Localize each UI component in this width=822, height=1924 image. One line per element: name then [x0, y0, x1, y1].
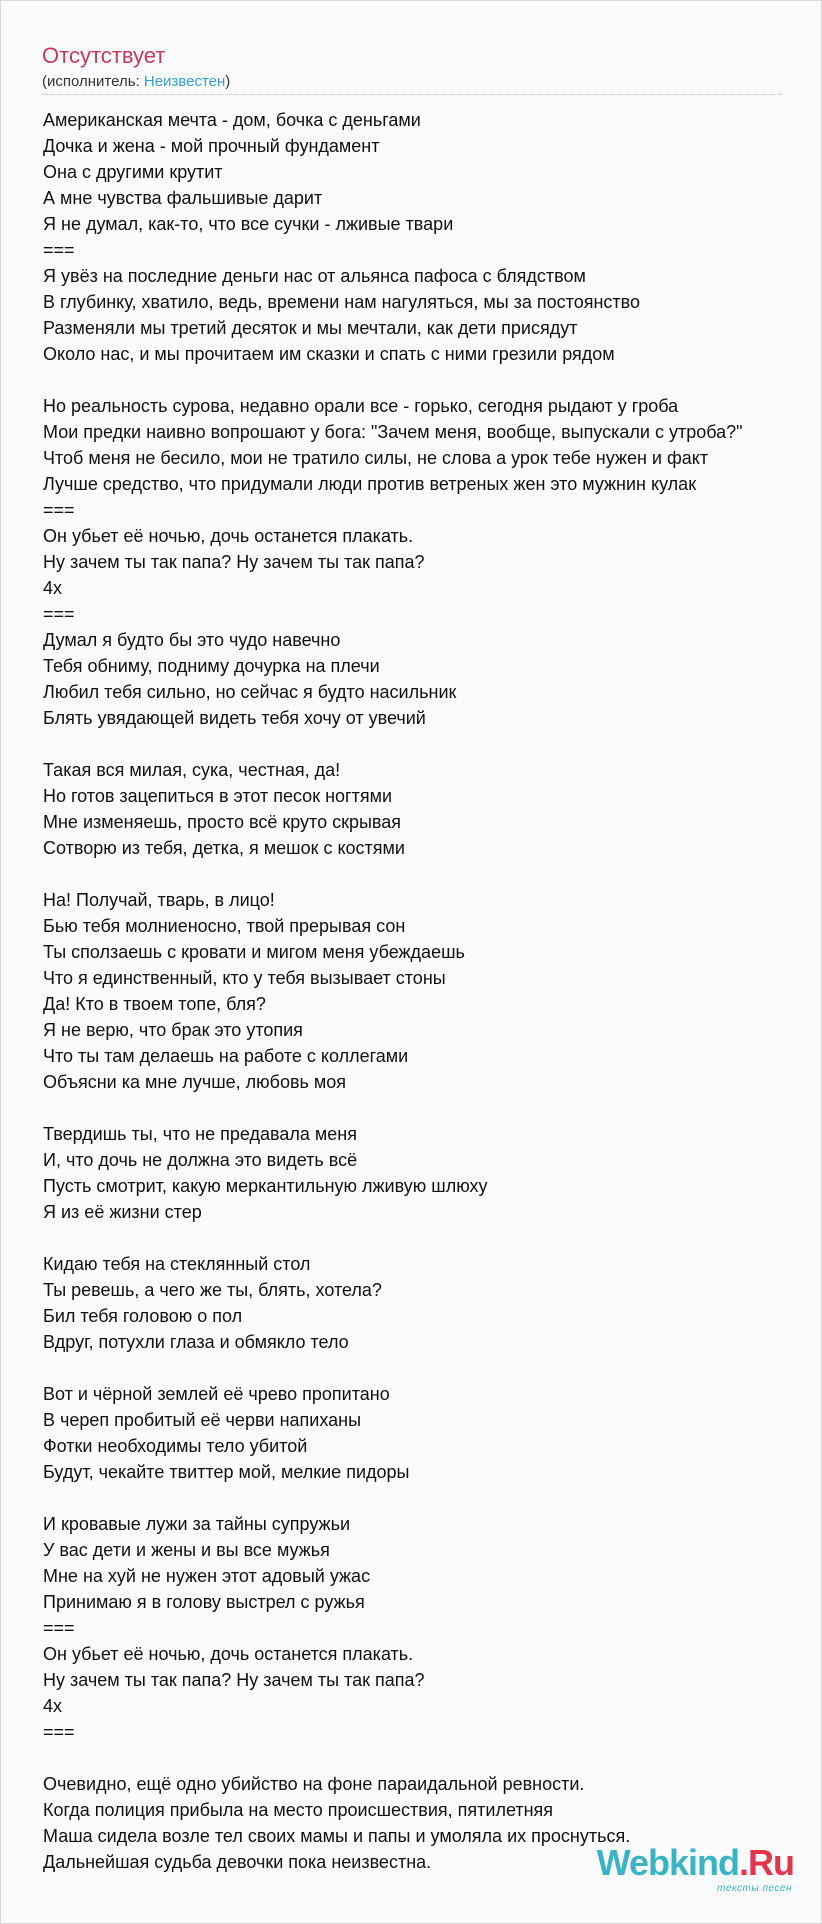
- lyric-line: Очевидно, ещё одно убийство на фоне параидальной ревности.: [43, 1774, 585, 1794]
- lyric-line: ===: [43, 240, 75, 260]
- lyric-line: Фотки необходимы тело убитой: [43, 1436, 308, 1456]
- lyric-line: Маша сидела возле тел своих мамы и папы и умоляла их проснуться.: [43, 1826, 631, 1846]
- lyric-line: Она с другими крутит: [43, 162, 223, 182]
- lyric-line: Около нас, и мы прочитаем им сказки и спать с ними грезили рядом: [43, 344, 615, 364]
- lyric-line: Мои предки наивно вопрошают у бога: "Зачем меня, вообще, выпускали с утроба?": [43, 422, 743, 442]
- lyric-line: [43, 861, 822, 887]
- lyric-line: Бил тебя головою о пол: [43, 1306, 243, 1326]
- lyric-line: Ну зачем ты так папа? Ну зачем ты так папа?: [43, 1670, 425, 1690]
- artist-link[interactable]: Неизвестен: [143, 73, 226, 90]
- lyric-line: Твердишь ты, что не предавала меня: [43, 1124, 357, 1144]
- lyric-line: Ты сползаешь с кровати и мигом меня убеждаешь: [43, 942, 465, 962]
- lyric-line: Что я единственный, кто у тебя вызывает стоны: [43, 968, 446, 988]
- lyric-line: На! Получай, тварь, в лицо!: [43, 890, 275, 910]
- logo-tagline: тексты песен: [717, 1883, 792, 1894]
- lyric-line: Вот и чёрной землей её чрево пропитано: [43, 1384, 390, 1404]
- lyric-line: [43, 1225, 822, 1251]
- logo-name: Webkind: [596, 1842, 739, 1883]
- lyrics-text: [43, 107, 822, 1875]
- lyric-line: Пусть смотрит, какую меркантильную лживую шлюху: [43, 1176, 488, 1196]
- lyric-line: [43, 731, 822, 757]
- artist-prefix: (исполнитель:: [42, 73, 144, 90]
- song-title: Отсутствует: [42, 43, 166, 68]
- lyric-line: И кровавые лужи за тайны супружьи: [43, 1514, 351, 1534]
- lyric-line: [43, 1355, 822, 1381]
- lyric-line: Мне изменяешь, просто всё круто скрывая: [43, 812, 402, 832]
- lyric-line: Что ты там делаешь на работе с коллегами: [43, 1046, 409, 1066]
- artist-line: [42, 72, 782, 95]
- lyric-line: Кидаю тебя на стеклянный стол: [43, 1254, 311, 1274]
- lyric-line: Ну зачем ты так папа? Ну зачем ты так папа?: [43, 552, 425, 572]
- lyric-line: ===: [43, 1722, 75, 1742]
- lyric-line: Я из её жизни стер: [43, 1202, 202, 1222]
- lyric-line: В глубинку, хватило, ведь, времени нам нагуляться, мы за постоянство: [43, 292, 641, 312]
- lyric-line: Я не верю, что брак это утопия: [43, 1020, 303, 1040]
- lyric-line: ===: [43, 604, 75, 624]
- lyric-line: Да! Кто в твоем топе, бля?: [43, 994, 266, 1014]
- lyric-line: Будут, чекайте твиттер мой, мелкие пидоры: [43, 1462, 410, 1482]
- lyric-line: Бью тебя молниеносно, твой прерывая сон: [43, 916, 406, 936]
- lyric-line: Но реальность сурова, недавно орали все - горько, сегодня рыдают у гроба: [43, 396, 679, 416]
- lyric-line: Думал я будто бы это чудо навечно: [43, 630, 341, 650]
- lyric-line: Он убьет её ночью, дочь останется плакать.: [43, 526, 414, 546]
- lyric-line: [43, 1485, 822, 1511]
- lyric-line: [43, 367, 822, 393]
- lyric-line: Объясни ка мне лучше, любовь моя: [43, 1072, 347, 1092]
- logo-tld: .Ru: [739, 1842, 794, 1883]
- lyric-line: Он убьет её ночью, дочь останется плакать.: [43, 1644, 414, 1664]
- lyric-line: 4х: [43, 578, 63, 598]
- lyric-line: Любил тебя сильно, но сейчас я будто насильник: [43, 682, 457, 702]
- lyric-line: Когда полиция прибыла на место происшествия, пятилетняя: [43, 1800, 554, 1820]
- lyric-line: Я увёз на последние деньги нас от альянса пафоса с блядством: [43, 266, 586, 286]
- lyric-line: Но готов зацепиться в этот песок ногтями: [43, 786, 393, 806]
- lyric-line: Ты ревешь, а чего же ты, блять, хотела?: [43, 1280, 382, 1300]
- lyric-line: Американская мечта - дом, бочка с деньгами: [43, 110, 421, 130]
- lyric-line: Тебя обниму, подниму дочурка на плечи: [43, 656, 380, 676]
- lyric-line: [43, 1745, 822, 1771]
- lyric-line: Разменяли мы третий десяток и мы мечтали, как дети присядут: [43, 318, 578, 338]
- lyric-line: Дочка и жена - мой прочный фундамент: [43, 136, 380, 156]
- lyric-line: И, что дочь не должна это видеть всё: [43, 1150, 358, 1170]
- lyric-line: [43, 1095, 822, 1121]
- webkind-logo[interactable]: [574, 1843, 794, 1899]
- lyric-line: Принимаю я в голову выстрел с ружья: [43, 1592, 365, 1612]
- lyric-line: А мне чувства фальшивые дарит: [43, 188, 323, 208]
- artist-suffix: ): [225, 73, 231, 90]
- lyric-line: Такая вся милая, сука, честная, да!: [43, 760, 341, 780]
- lyric-line: Мне на хуй не нужен этот адовый ужас: [43, 1566, 371, 1586]
- lyric-line: Вдруг, потухли глаза и обмякло тело: [43, 1332, 349, 1352]
- logo-wordmark: [597, 1843, 794, 1883]
- lyric-line: ===: [43, 500, 75, 520]
- lyric-line: Сотворю из тебя, детка, я мешок с костями: [43, 838, 405, 858]
- lyric-line: У вас дети и жены и вы все мужья: [43, 1540, 330, 1560]
- lyric-line: ===: [43, 1618, 75, 1638]
- song-header: [42, 41, 782, 95]
- lyric-line: Лучше средство, что придумали люди против ветреных жен это мужнин кулак: [43, 474, 697, 494]
- lyric-line: Дальнейшая судьба девочки пока неизвестна.: [43, 1852, 432, 1872]
- lyric-line: 4х: [43, 1696, 63, 1716]
- lyric-line: Блять увядающей видеть тебя хочу от увечий: [43, 708, 426, 728]
- lyric-line: Чтоб меня не бесило, мои не тратило силы, не слова а урок тебе нужен и факт: [43, 448, 709, 468]
- lyric-line: Я не думал, как-то, что все сучки - лживые твари: [43, 214, 454, 234]
- lyric-line: В череп пробитый её черви напиханы: [43, 1410, 362, 1430]
